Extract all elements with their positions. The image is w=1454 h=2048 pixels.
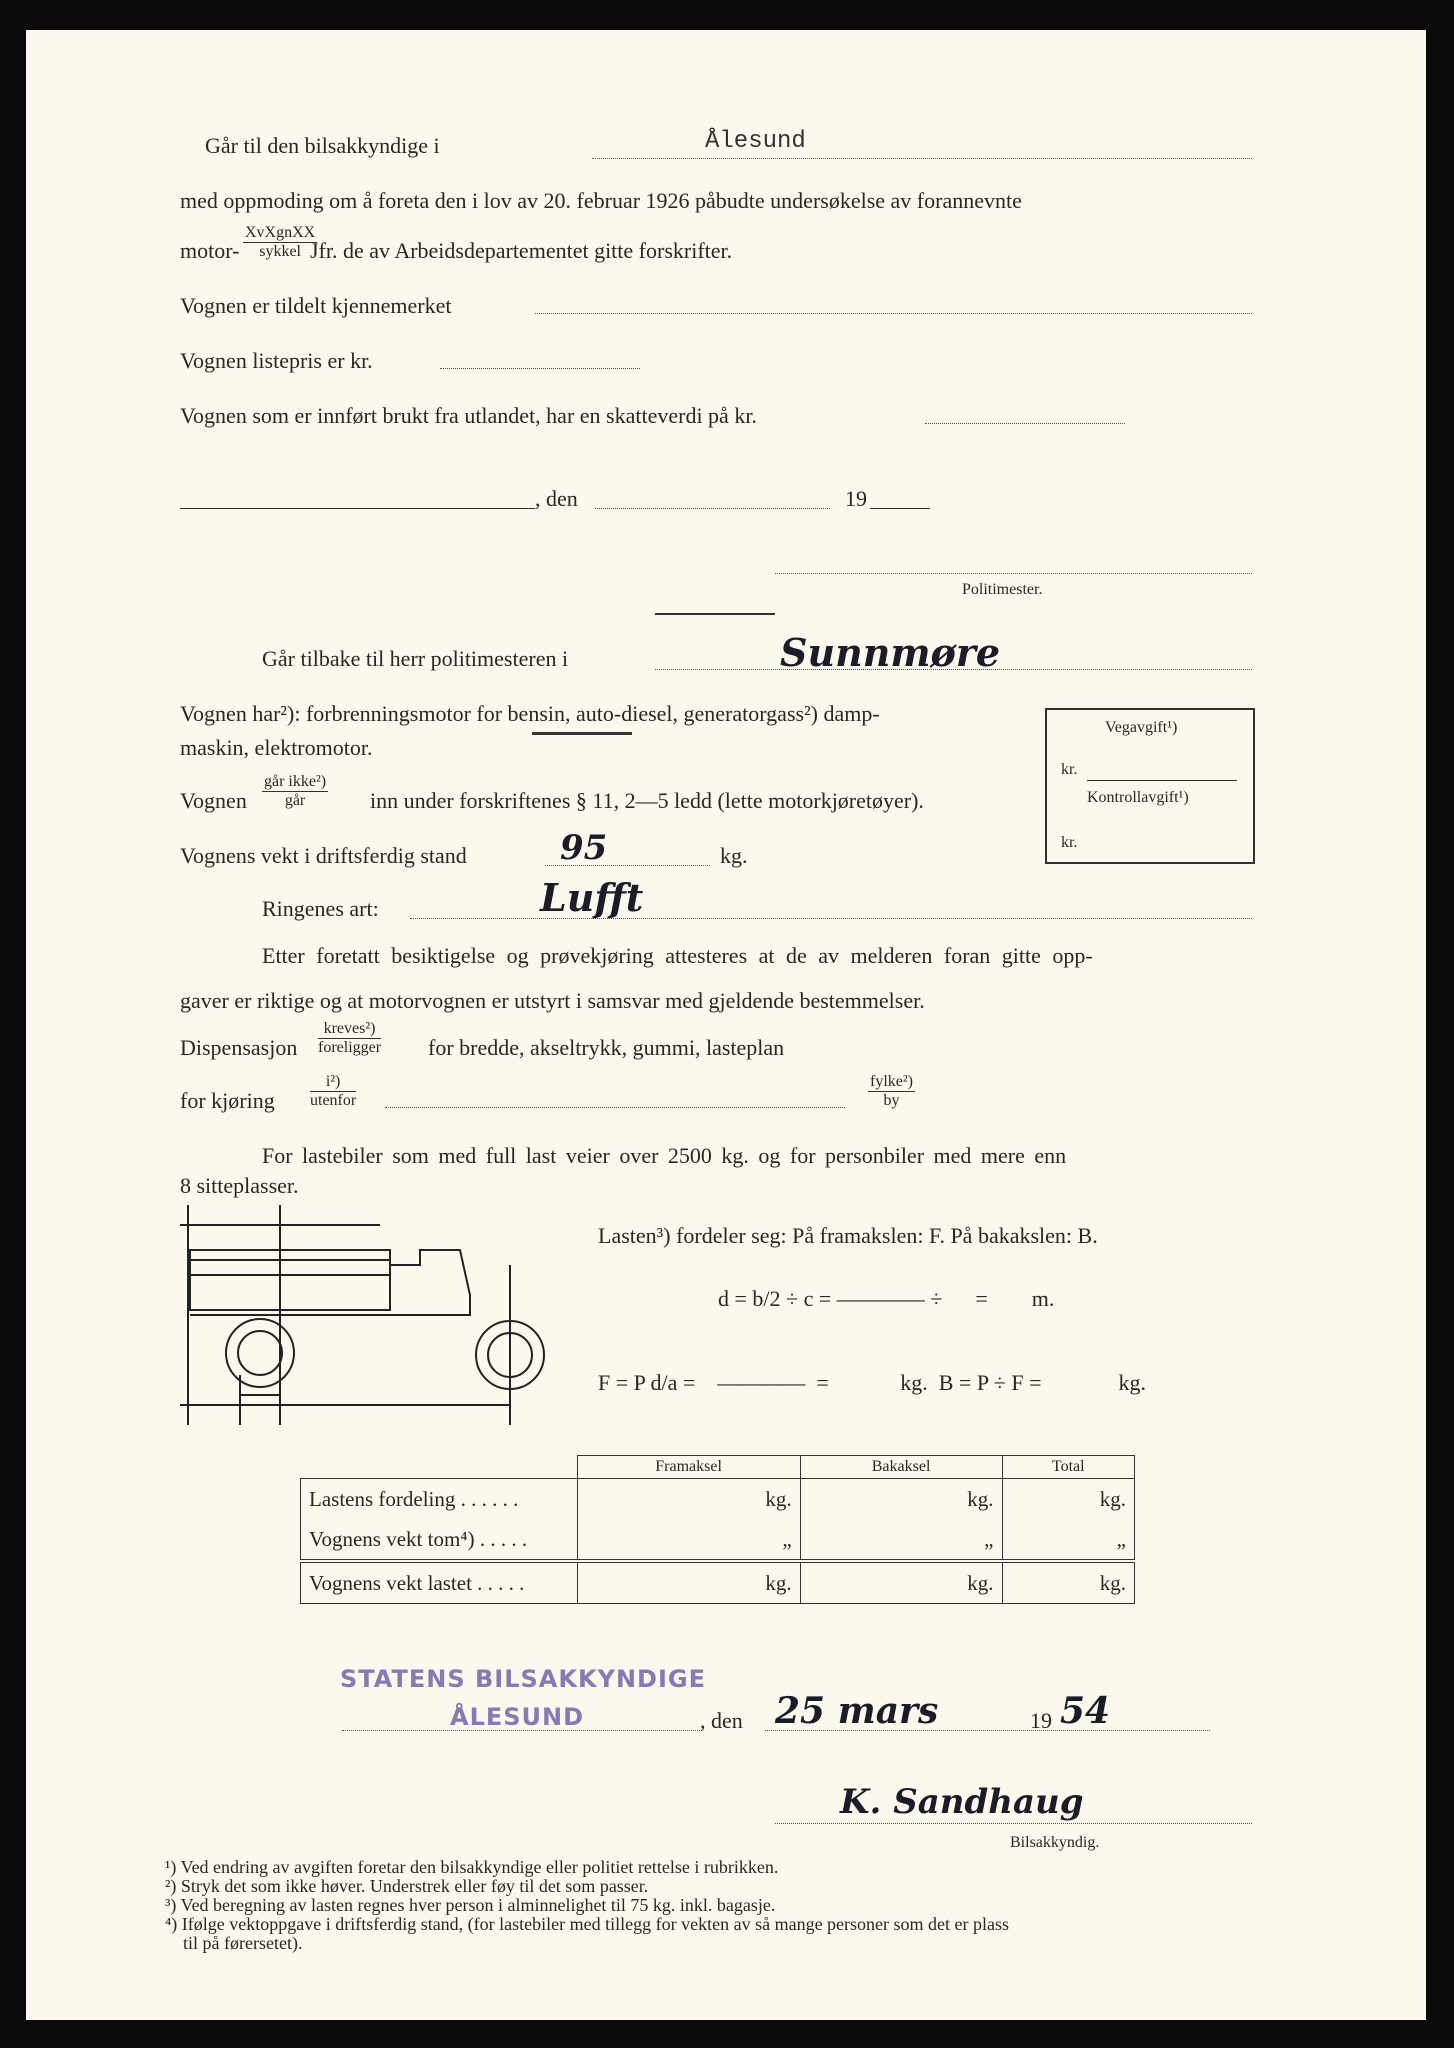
- list-price-line: [440, 368, 640, 369]
- dispensation-text: for bredde, akseltrykk, gummi, lasteplan: [428, 1035, 785, 1060]
- dispensation-prefix: Dispensasjon: [180, 1035, 298, 1060]
- footnote-2: ²) Stryk det som ikke høver. Understrek eller føy til det som passer.: [165, 1876, 649, 1896]
- fraction-top: fylke²): [870, 1073, 913, 1090]
- registration-label: Vognen er tildelt kjennemerket: [180, 293, 452, 318]
- destination-label: Går til den bilsakkyndige i: [205, 133, 440, 158]
- dispensation-fraction: [318, 1020, 381, 1056]
- control-fee-label: Kontrollavgift¹): [1087, 789, 1189, 806]
- destination-value: Ålesund: [705, 128, 806, 155]
- formula-f: F = P d/a = ———— = kg. B = P ÷ F = kg.: [598, 1370, 1146, 1395]
- engine-type-text: Vognen har²): forbrenningsmotor for bensin, auto-diesel, generatorgass²) damp-: [180, 701, 880, 726]
- weight-value-handwritten: 95: [560, 828, 608, 868]
- fraction-bottom: går: [284, 791, 306, 809]
- footnote-1: ¹) Ved endring av avgiften foretar den bilsakkyndige eller politiet rettelse i rubrikken.: [165, 1857, 779, 1877]
- row-label: Vognens vekt lastet . . . . .: [301, 1561, 578, 1604]
- table-row: [301, 1561, 1135, 1604]
- cell: „: [577, 1519, 800, 1561]
- weight-table: [300, 1455, 1135, 1604]
- road-fee-line: [1087, 780, 1237, 781]
- fraction-bottom: utenfor: [310, 1091, 357, 1109]
- control-fee-kr: kr.: [1061, 834, 1078, 851]
- table-row: [301, 1519, 1135, 1561]
- tax-value-line: [925, 423, 1125, 424]
- cell: „: [800, 1519, 1002, 1561]
- truck-diagram: [180, 1205, 560, 1435]
- request-text: med oppmoding om å foreta den i lov av 20. februar 1926 påbudte undersøkelse av forannevnte: [180, 188, 1022, 213]
- motor-prefix: motor-: [180, 238, 240, 263]
- fraction-bottom: sykkel: [259, 242, 301, 260]
- list-price-label: Vognen listepris er kr.: [180, 348, 373, 373]
- tax-value-label: Vognen som er innført brukt fra utlandet, har en skatteverdi på kr.: [180, 403, 757, 428]
- footnotes: [165, 1858, 1009, 1953]
- date-handwritten: 25 mars: [775, 1690, 939, 1732]
- cell: kg.: [577, 1561, 800, 1604]
- footnote-4-cont: til på førersetet).: [183, 1933, 303, 1953]
- cell: kg.: [1002, 1561, 1135, 1604]
- inspector-signature: K. Sandhaug: [840, 1782, 1084, 1822]
- row-label: Lastens fordeling . . . . . .: [301, 1479, 578, 1520]
- place-line-2: [342, 1730, 700, 1731]
- fee-box: [1045, 708, 1255, 864]
- registration-line: [535, 313, 1252, 314]
- separator: [655, 613, 775, 615]
- tyre-line: [410, 918, 1252, 919]
- year-line: [870, 508, 930, 509]
- fraction-top: XvXgnXX: [245, 224, 316, 241]
- fraction-bottom: by: [883, 1091, 900, 1109]
- stamp-line-1: STATENS BILSAKKYNDIGE: [340, 1665, 706, 1693]
- cell: „: [1002, 1519, 1135, 1561]
- police-role-label: Politimester.: [962, 581, 1043, 598]
- den-label: , den: [535, 486, 578, 511]
- light-vehicle-fraction: [262, 773, 328, 809]
- county-fraction: [868, 1073, 915, 1109]
- fraction-top: i²): [310, 1073, 356, 1092]
- row-label: Vognens vekt tom⁴) . . . . .: [301, 1519, 578, 1561]
- load-distribution-text: Lasten³) fordeler seg: På framakslen: F. På bakakslen: B.: [598, 1223, 1098, 1248]
- weight-label: Vognens vekt i driftsferdig stand: [180, 843, 467, 868]
- footnote-4: ⁴) Ifølge vektoppgave i driftsferdig stand, (for lastebiler med tillegg for vekten av så mange personer som det er plass: [165, 1914, 1010, 1934]
- return-value-handwritten: Sunnmøre: [780, 630, 1001, 675]
- tyre-label: Ringenes art:: [262, 896, 379, 921]
- footnote-3: ³) Ved beregning av lasten regnes hver person i alminnelighet til 75 kg. inkl. bagasje.: [165, 1895, 776, 1915]
- truck-note: For lastebiler som med full last veier over 2500 kg. og for personbiler med mere enn: [262, 1143, 1067, 1168]
- police-signature-line: [775, 573, 1252, 574]
- formula-d: d = b/2 ÷ c = ———— ÷ = m.: [718, 1286, 1055, 1311]
- cell: kg.: [800, 1561, 1002, 1604]
- light-vehicle-prefix: Vognen: [180, 788, 247, 813]
- road-fee-label: Vegavgift¹): [1105, 719, 1178, 736]
- engine-type-text-2: maskin, elektromotor.: [180, 735, 373, 760]
- weight-unit: kg.: [720, 843, 748, 868]
- inspector-signature-line: [775, 1823, 1252, 1824]
- attestation-text-2: gaver er riktige og at motorvognen er utstyrt i samsvar med gjeldende bestemmelser.: [180, 988, 925, 1013]
- driving-line: [385, 1107, 845, 1108]
- cell: kg.: [800, 1479, 1002, 1520]
- den-label-2: , den: [700, 1708, 743, 1733]
- destination-line: [592, 158, 1252, 159]
- header-rear-axle: Bakaksel: [800, 1456, 1002, 1479]
- year-handwritten: 54: [1060, 1690, 1111, 1732]
- date-line: [595, 508, 830, 509]
- fraction-top: kreves²): [318, 1020, 381, 1039]
- fraction-top: går ikke²): [264, 773, 327, 790]
- light-vehicle-text: inn under forskriftenes § 11, 2—5 ledd (lette motorkjøretøyer).: [370, 788, 924, 813]
- table-corner: [301, 1456, 578, 1479]
- inspector-role: Bilsakkyndig.: [1010, 1834, 1100, 1851]
- year-prefix: 19: [1030, 1708, 1052, 1733]
- attestation-text: Etter foretatt besiktigelse og prøvekjøring attesteres at de av melderen foran gitte opp-: [262, 943, 1093, 968]
- cell: kg.: [577, 1479, 800, 1520]
- truck-note-2: 8 sitteplasser.: [180, 1173, 299, 1198]
- year-label: 19: [845, 486, 867, 511]
- cell: kg.: [1002, 1479, 1135, 1520]
- underline-bensin: [532, 732, 632, 735]
- return-label: Går tilbake til herr politimesteren i: [262, 646, 569, 671]
- driving-fraction: [310, 1073, 356, 1109]
- regulations-text: Jfr. de av Arbeidsdepartementet gitte forskrifter.: [310, 238, 733, 263]
- fraction-bottom: foreligger: [318, 1038, 382, 1056]
- stamp-line-2: ÅLESUND: [450, 1703, 585, 1731]
- place-line: [180, 508, 535, 509]
- header-total: Total: [1002, 1456, 1135, 1479]
- header-front-axle: Framaksel: [577, 1456, 800, 1479]
- road-fee-kr: kr.: [1061, 761, 1078, 778]
- driving-prefix: for kjøring: [180, 1088, 275, 1113]
- tyre-value-handwritten: Lufft: [540, 875, 644, 920]
- vehicle-type-fraction: [243, 224, 317, 260]
- table-row: [301, 1479, 1135, 1520]
